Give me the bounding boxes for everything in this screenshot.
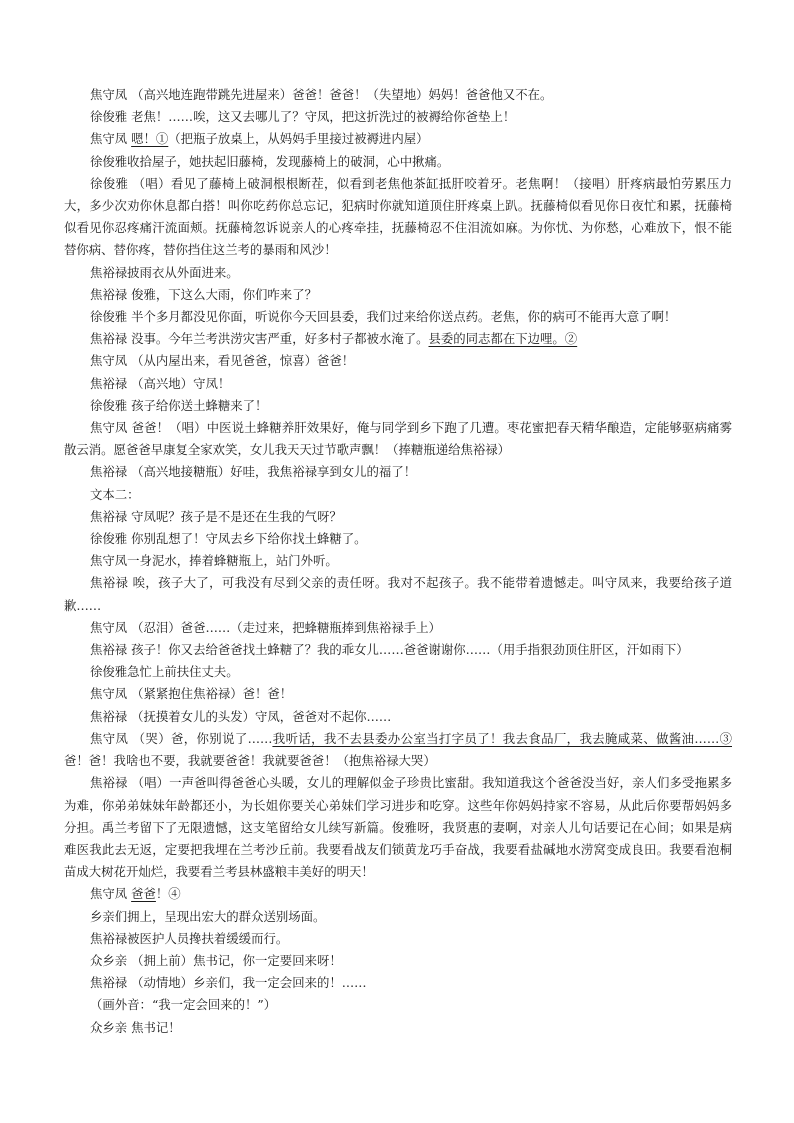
paragraph: [64, 550, 732, 572]
text-span: 焦守凤 （忍泪）爸爸……（走过来，把蜂糖瓶捧到焦裕禄手上）: [90, 619, 441, 635]
text-span: 徐俊雅 老焦！……唉，这又去哪儿了？守凤，把这折洗过的被褥给你爸垫上！: [90, 109, 516, 125]
text-span: 焦守凤 （哭）爸，你别说了……: [90, 730, 273, 746]
text-span: 文本二：: [90, 486, 140, 502]
text-span: 徐俊雅 （唱）看见了藤椅上破洞根根断茬，似看到老焦他茶缸抵肝咬着牙。老焦啊！（接唱）肝疼病最怕劳累压力大，多少次劝你休息都白搭！叫你吃药你总忘记，犯病时你就知道顶住肝疼桌上趴。抚藤椅似看见你日夜忙和累，抚藤椅似看见你忍疼痛汗流面颊。抚藤椅忽诉说亲人的心疼牵挂，抚藤椅忍不住泪流如麻。为你忧、为你愁，心难放下，恨不能替你病、替你疼，替你挡住这兰考的暴雨和风沙！: [64, 175, 732, 258]
text-span: 众乡亲 （拥上前）焦书记，你一定要回来呀！: [90, 952, 342, 968]
underlined-text: 县委的同志都在下边哩。②: [428, 331, 578, 347]
paragraph: [64, 262, 732, 284]
paragraph: [64, 373, 732, 395]
text-span: 焦裕禄 （抚摸着女儿的头发）守凤，爸爸对不起你……: [90, 708, 392, 724]
text-span: 焦守凤 爸爸！（唱）中医说土蜂糖养肝效果好，俺与同学到乡下跑了几遭。枣花蜜把春天精华酿造，定能够驱病痛雾散云消。愿爸爸早康复全家欢笑，女儿我天天过节歌声飘！（捧糖瓶递给焦裕禄）: [64, 420, 732, 458]
text-span: 焦裕禄 俊雅，下这么大雨，你们咋来了？: [90, 286, 317, 302]
underlined-text: 爸爸: [131, 886, 156, 902]
paragraph: [64, 128, 732, 150]
paragraph: [64, 906, 732, 928]
text-span: 徐俊雅 孩子给你送土蜂糖来了！: [90, 397, 268, 413]
paragraph: [64, 950, 732, 972]
paragraph: [64, 772, 732, 883]
paragraph: [64, 395, 732, 417]
text-span: 焦守凤: [90, 131, 132, 147]
text-span: 焦守凤 （紧紧抱住焦裕禄）爸！爸！: [90, 686, 293, 702]
text-span: 焦守凤: [90, 886, 132, 902]
paragraph: [64, 972, 732, 994]
paragraph: [64, 484, 732, 506]
text-span: 徐俊雅 半个多月都没见你面，听说你今天回县委，我们过来给你送点药。老焦，你的病可不能再大意了啊！: [90, 309, 677, 325]
paragraph: [64, 417, 732, 461]
text-span: 焦裕禄 唉，孩子大了，可我没有尽到父亲的责任呀。我对不起孩子。我不能带着遗憾走。叫守凤来，我要给孩子道歉……: [64, 575, 732, 613]
text-span: 徐俊雅急忙上前扶住丈夫。: [90, 664, 239, 680]
text-span: 焦裕禄 守凤呢？孩子是不是还在生我的气呀？: [90, 508, 342, 524]
paragraph: [64, 106, 732, 128]
text-span: 众乡亲 焦书记！: [90, 1019, 181, 1035]
paragraph: [64, 617, 732, 639]
paragraph: [64, 1017, 732, 1039]
paragraph: [64, 928, 732, 950]
text-span: 焦守凤 （从内屋出来，看见爸爸，惊喜）爸爸！: [90, 353, 355, 369]
paragraph: [64, 728, 732, 772]
paragraph: [64, 461, 732, 483]
text-span: 徐俊雅 你别乱想了！守凤去乡下给你找土蜂糖了。: [90, 531, 367, 547]
paragraph: [64, 994, 732, 1016]
text-span: 焦守凤一身泥水，捧着蜂糖瓶上，站门外听。: [90, 553, 338, 569]
text-span: 焦裕禄 （高兴地）守凤！: [90, 375, 231, 391]
text-span: 焦裕禄被医护人员搀扶着缓缓而行。: [90, 930, 289, 946]
text-span: （画外音：“我一定会回来的！”）: [90, 997, 277, 1013]
paragraph: [64, 706, 732, 728]
paragraph: [64, 528, 732, 550]
paragraph: [64, 151, 732, 173]
underlined-text: 嗯！①: [131, 131, 169, 147]
paragraph: [64, 883, 732, 905]
paragraph: [64, 328, 732, 350]
text-span: 焦守凤 （高兴地连跑带跳先进屋来）爸爸！爸爸！（失望地）妈妈！爸爸他又不在。: [90, 87, 553, 102]
script-text-body: [64, 84, 732, 1039]
paragraph: [64, 639, 732, 661]
text-span: ！④: [155, 886, 181, 902]
paragraph: [64, 173, 732, 262]
paragraph: [64, 572, 732, 616]
text-span: 徐俊雅收拾屋子，她扶起旧藤椅，发现藤椅上的破洞，心中揪痛。: [90, 153, 450, 169]
text-span: 焦裕禄 （动情地）乡亲们，我一定会回来的！……: [90, 975, 367, 991]
text-span: 爸！爸！我啥也不要，我就要爸爸！我就要爸爸！（抱焦裕禄大哭）: [64, 753, 436, 769]
paragraph: [64, 683, 732, 705]
paragraph: [64, 506, 732, 528]
text-span: （把瓶子放桌上，从妈妈手里接过被褥进内屋）: [168, 131, 429, 147]
paragraph: [64, 306, 732, 328]
text-span: 乡亲们拥上，呈现出宏大的群众送别场面。: [90, 908, 326, 924]
text-span: 焦裕禄 （高兴地接糖瓶）好哇，我焦裕禄享到女儿的福了！: [90, 464, 417, 480]
text-span: 焦裕禄 （唱）一声爸叫得爸爸心头暖，女儿的理解似金子珍贵比蜜甜。我知道我这个爸爸没当好，亲人们多受拖累多为难，你弟弟妹妹年龄都还小，为长姐你要关心弟妹们学习进步和吃穿。这些年你妈妈持家不容易，从此后你要帮妈妈多分担。禹兰考留下了无限遗憾，这支笔留给女儿续写新篇。俊雅呀，我贤惠的妻啊，对亲人儿句话要记在心间；如果是病难医我此去无返，定要把我埋在兰考沙丘前。我要看战友们锁黄龙巧手奋战，我要看盐碱地水涝窝变成良田。我要看泡桐苗成大树花开灿烂，我要看兰考县林盛粮丰美好的明天！: [64, 775, 732, 880]
paragraph: [64, 84, 732, 106]
paragraph: [64, 284, 732, 306]
text-span: 焦裕禄 没事。今年兰考洪涝灾害严重，好多村子都被水淹了。: [90, 331, 429, 347]
text-span: 焦裕禄披雨衣从外面进来。: [90, 264, 239, 280]
underlined-text: 我听话，我不去县委办公室当打字员了！我去食品厂，我去腌咸菜、做酱油……③: [272, 730, 732, 746]
text-span: 焦裕禄 孩子！你又去给爸爸找土蜂糖了？我的乖女儿……爸爸谢谢你……（用手指狠劲顶住肝区，汗如雨下）: [90, 642, 689, 658]
paragraph: [64, 661, 732, 683]
paragraph: [64, 350, 732, 372]
